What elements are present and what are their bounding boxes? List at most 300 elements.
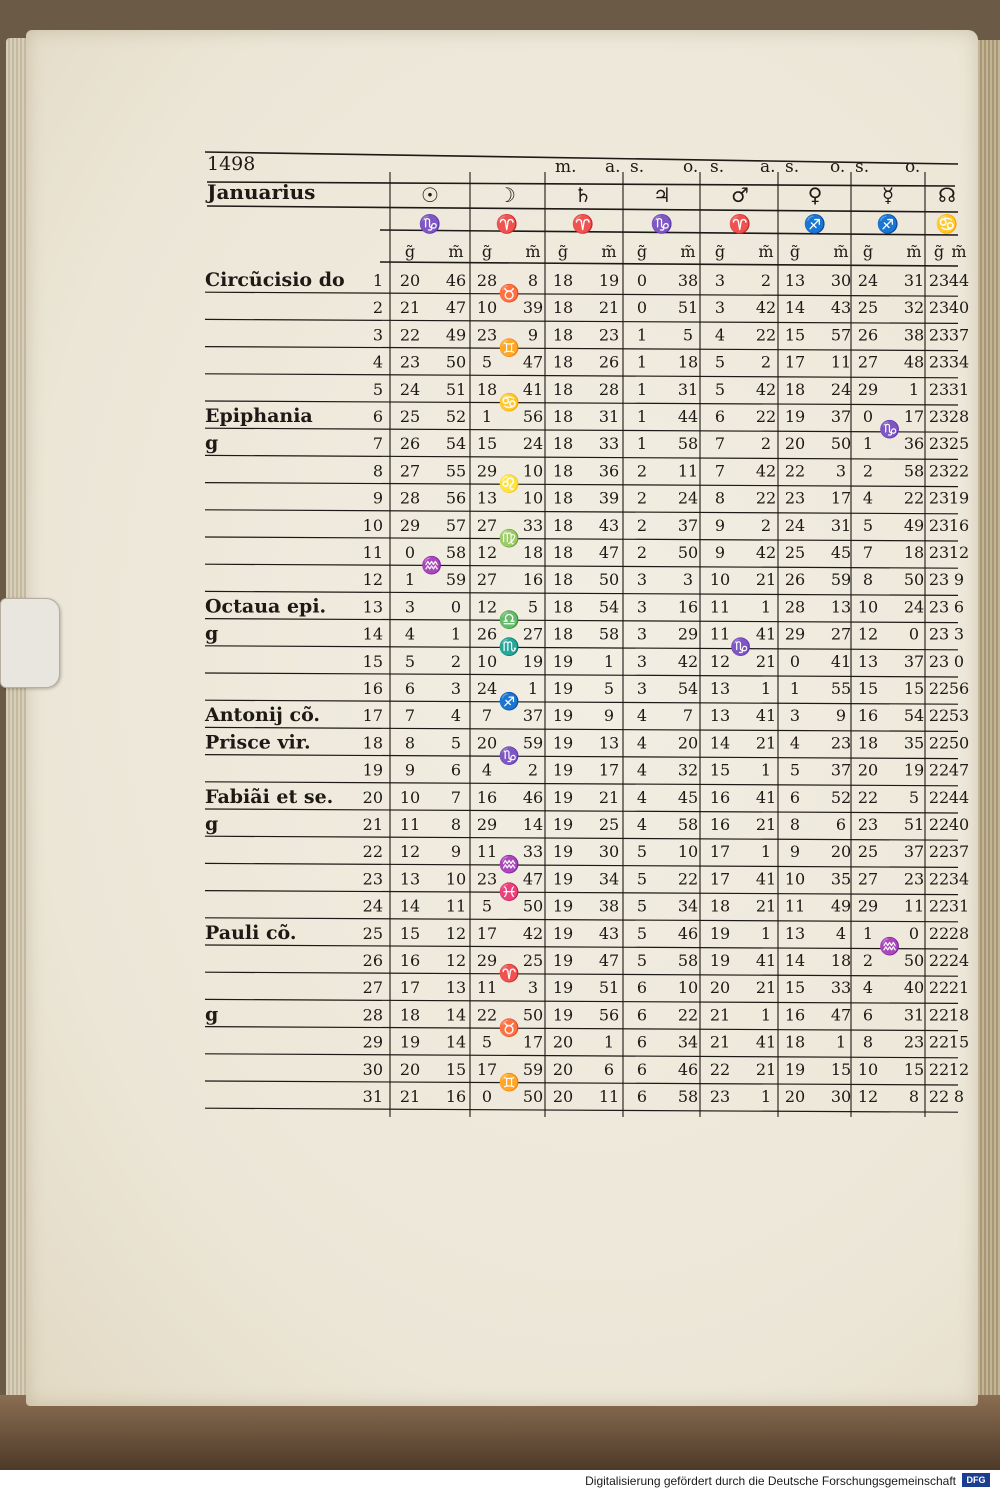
- ephemeris-value: 10: [709, 570, 731, 590]
- ephemeris-value: 21: [709, 1032, 731, 1052]
- ephemeris-value: 18: [857, 733, 879, 753]
- ephemeris-value: 29: [399, 515, 421, 535]
- ephemeris-value: 25: [598, 815, 620, 834]
- ephemeris-value: 31: [830, 515, 852, 535]
- ephemeris-value: 40: [948, 815, 970, 834]
- ephemeris-value: 57: [830, 325, 852, 345]
- ephemeris-value: 22: [928, 787, 950, 807]
- ephemeris-value: 1: [760, 923, 772, 943]
- day-number: 22: [362, 842, 383, 862]
- ephemeris-value: 19: [784, 1059, 806, 1079]
- ephemeris-value: 2: [862, 951, 874, 970]
- aspect-label: o.: [830, 157, 846, 177]
- ephemeris-value: 1: [862, 923, 874, 943]
- ephemeris-value: 39: [522, 298, 544, 318]
- day-number: 31: [362, 1087, 383, 1106]
- ephemeris-value: 0: [450, 597, 462, 617]
- ephemeris-value: 16: [445, 1087, 467, 1106]
- row-rule: [205, 564, 958, 568]
- ephemeris-value: 3: [404, 597, 416, 617]
- row-rule: [205, 619, 958, 623]
- ephemeris-value: 31: [903, 271, 925, 290]
- ephemeris-value: 20: [399, 271, 421, 290]
- sign-change-glyph: ♑: [498, 746, 521, 767]
- ephemeris-value: 6: [636, 1005, 648, 1025]
- ephemeris-value: 21: [755, 651, 777, 671]
- ephemeris-value: 14: [522, 815, 544, 834]
- ephemeris-value: 29: [784, 624, 806, 644]
- ephemeris-value: 11: [709, 624, 731, 644]
- ephemeris-value: 8: [908, 1087, 920, 1106]
- ephemeris-value: 4: [862, 978, 874, 998]
- ephemeris-value: 16: [399, 951, 421, 970]
- ephemeris-value: 56: [948, 679, 970, 698]
- ephemeris-value: 38: [598, 896, 620, 916]
- ephemeris-value: 19: [552, 706, 574, 726]
- ephemeris-value: 22: [857, 787, 879, 807]
- ephemeris-value: 21: [598, 787, 620, 807]
- ephemeris-value: 4: [835, 923, 847, 943]
- ephemeris-value: 42: [755, 379, 777, 399]
- day-number: 17: [362, 706, 383, 726]
- ephemeris-value: 21: [598, 298, 620, 318]
- sign-change-glyph: ♏: [498, 637, 521, 658]
- ephemeris-value: 27: [399, 461, 421, 481]
- ephemeris-value: 39: [598, 488, 620, 508]
- ephemeris-value: 3: [714, 271, 726, 290]
- ephemeris-value: 47: [948, 760, 970, 780]
- ephemeris-value: 22: [928, 1059, 950, 1079]
- ephemeris-value: 22: [755, 325, 777, 345]
- ephemeris-value: 19: [399, 1032, 421, 1052]
- ephemeris-value: 31: [598, 407, 620, 426]
- ephemeris-value: 6: [603, 1059, 615, 1079]
- ephemeris-value: 23: [903, 1032, 925, 1052]
- ephemeris-value: 23: [928, 515, 950, 535]
- ephemeris-value: 15: [784, 325, 806, 345]
- ephemeris-value: 17: [476, 923, 498, 943]
- ephemeris-value: 16: [677, 597, 699, 617]
- day-number: 12: [362, 570, 383, 590]
- row-rule: [205, 428, 958, 432]
- sign-change-glyph: ♑: [730, 637, 752, 658]
- ephemeris-value: 15: [903, 679, 925, 698]
- ephemeris-value: 2: [636, 515, 648, 535]
- ephemeris-value: 50: [903, 951, 925, 970]
- ephemeris-value: 3: [636, 570, 648, 590]
- ephemeris-value: 44: [948, 271, 970, 290]
- ephemeris-value: 20: [830, 842, 852, 862]
- ephemeris-value: 37: [830, 407, 852, 426]
- ephemeris-value: 23: [928, 352, 950, 372]
- ephemeris-value: 3: [636, 679, 648, 698]
- ephemeris-value: 23: [857, 815, 879, 834]
- ephemeris-value: 11: [476, 978, 498, 998]
- ephemeris-value: 33: [830, 978, 852, 998]
- row-rule: [205, 347, 958, 351]
- ephemeris-value: 27: [857, 869, 879, 889]
- ephemeris-value: 5: [714, 352, 726, 372]
- ephemeris-value: 4: [450, 706, 462, 726]
- feast-label: g: [205, 1003, 219, 1026]
- ephemeris-value: 26: [598, 352, 620, 372]
- ephemeris-value: 58: [598, 624, 620, 644]
- ephemeris-value: 59: [830, 570, 852, 590]
- ephemeris-value: 34: [948, 352, 970, 372]
- ephemeris-value: 5: [481, 1032, 493, 1052]
- ephemeris-value: 13: [857, 651, 879, 671]
- feast-label: Prisce vir.: [205, 731, 311, 754]
- sign-symbol-sun: ♑: [418, 214, 442, 235]
- ephemeris-value: 18: [552, 597, 574, 617]
- ephemeris-value: 58: [677, 815, 699, 834]
- ephemeris-value: 51: [677, 298, 699, 318]
- ephemeris-value: 20: [476, 733, 498, 753]
- ephemeris-value: 21: [755, 815, 777, 834]
- ephemeris-value: 14: [784, 951, 806, 970]
- ephemeris-value: 15: [399, 923, 421, 943]
- ephemeris-value: 1: [603, 651, 615, 671]
- ephemeris-value: 37: [830, 760, 852, 780]
- ephemeris-value: 24: [948, 951, 970, 970]
- ephemeris-value: 13: [476, 488, 498, 508]
- ephemeris-value: 49: [830, 896, 852, 916]
- ephemeris-value: 19: [552, 760, 574, 780]
- ephemeris-value: 47: [522, 869, 544, 889]
- ephemeris-value: 23: [928, 651, 950, 671]
- ephemeris-value: 22: [784, 461, 806, 481]
- ephemeris-value: 10: [677, 842, 699, 862]
- ephemeris-value: 19: [903, 760, 925, 780]
- ephemeris-value: 47: [445, 298, 467, 318]
- row-rule: [205, 1027, 958, 1031]
- ephemeris-value: 3: [636, 597, 648, 617]
- ephemeris-value: 7: [682, 706, 694, 726]
- ephemeris-value: 18: [552, 407, 574, 426]
- ephemeris-value: 20: [552, 1059, 574, 1079]
- ephemeris-value: 24: [677, 488, 699, 508]
- ephemeris-value: 17: [399, 978, 421, 998]
- ephemeris-value: 11: [677, 461, 699, 481]
- unit-header: g̃: [404, 242, 416, 261]
- planet-symbol-jupiter: ♃: [653, 183, 671, 207]
- ephemeris-value: 18: [677, 352, 699, 372]
- ephemeris-value: 19: [709, 923, 731, 943]
- ephemeris-value: 2: [760, 352, 772, 372]
- ephemeris-value: 50: [445, 352, 467, 372]
- ephemeris-value: 33: [522, 515, 544, 535]
- ephemeris-value: 29: [476, 461, 498, 481]
- ephemeris-value: 5: [636, 842, 648, 862]
- ephemeris-value: 24: [857, 271, 879, 290]
- ephemeris-value: 5: [714, 379, 726, 399]
- ephemeris-value: 21: [755, 1059, 777, 1079]
- ephemeris-value: 10: [857, 1059, 879, 1079]
- sign-change-glyph: ♉: [498, 1018, 521, 1039]
- ephemeris-value: 19: [552, 815, 574, 834]
- sign-change-glyph: ♑: [879, 420, 901, 440]
- ephemeris-value: 22: [903, 488, 925, 508]
- ephemeris-value: 18: [709, 896, 731, 916]
- day-number: 11: [362, 543, 383, 562]
- book-cover-bottom: [0, 1395, 1000, 1470]
- ephemeris-value: 19: [552, 923, 574, 943]
- ephemeris-value: 17: [903, 407, 925, 426]
- ephemeris-value: 5: [862, 515, 874, 535]
- ephemeris-value: 18: [552, 543, 574, 562]
- ephemeris-value: 44: [677, 407, 699, 426]
- day-number: 19: [362, 760, 383, 780]
- ephemeris-value: 45: [830, 543, 852, 562]
- ephemeris-value: 15: [445, 1059, 467, 1079]
- day-number: 28: [362, 1005, 383, 1025]
- ephemeris-value: 12: [399, 842, 421, 862]
- ephemeris-value: 10: [857, 597, 879, 617]
- ephemeris-value: 2: [760, 434, 772, 454]
- ephemeris-value: 23: [830, 733, 852, 753]
- unit-header: g̃: [789, 242, 801, 261]
- ephemeris-value: 18: [948, 1005, 970, 1025]
- ephemeris-value: 17: [598, 760, 620, 780]
- ephemeris-value: 22: [928, 896, 950, 916]
- aspect-label: o.: [905, 157, 921, 177]
- ephemeris-value: 1: [760, 1005, 772, 1025]
- row-rule: [205, 891, 958, 895]
- header-rule: [380, 262, 958, 266]
- sign-change-glyph: ♓: [498, 882, 521, 903]
- ephemeris-value: 1: [760, 1087, 772, 1106]
- ephemeris-value: 0: [862, 407, 874, 426]
- ephemeris-value: 15: [709, 760, 731, 780]
- row-rule: [205, 727, 958, 731]
- planet-symbol-node: ☊: [938, 183, 956, 207]
- feast-label: Circũcisio do: [205, 269, 345, 291]
- ephemeris-value: 47: [598, 951, 620, 970]
- ephemeris-value: 11: [445, 896, 467, 916]
- ephemeris-value: 1: [636, 434, 648, 454]
- ephemeris-value: 23: [928, 407, 950, 426]
- ephemeris-value: 56: [522, 407, 544, 426]
- ephemeris-value: 25: [948, 434, 970, 454]
- ephemeris-value: 10: [476, 651, 498, 671]
- ephemeris-value: 2: [862, 461, 874, 481]
- ephemeris-value: 29: [677, 624, 699, 644]
- feast-label: Epiphania: [205, 405, 313, 427]
- ephemeris-value: 29: [476, 951, 498, 970]
- day-number: 27: [362, 978, 383, 998]
- ephemeris-value: 12: [476, 597, 498, 617]
- ephemeris-value: 15: [476, 434, 498, 454]
- ephemeris-value: 42: [522, 923, 544, 943]
- sign-symbol-jupiter: ♑: [650, 214, 674, 235]
- ephemeris-value: 19: [552, 651, 574, 671]
- row-rule: [205, 646, 958, 650]
- ephemeris-value: 15: [948, 1032, 970, 1052]
- ephemeris-value: 8: [953, 1087, 965, 1106]
- ephemeris-value: 26: [476, 624, 498, 644]
- aspect-label: s.: [855, 157, 870, 177]
- ephemeris-value: 6: [636, 1032, 648, 1052]
- ephemeris-value: 13: [399, 869, 421, 889]
- ephemeris-value: 1: [760, 679, 772, 698]
- ephemeris-value: 18: [552, 570, 574, 590]
- ephemeris-value: 6: [404, 679, 416, 698]
- ephemeris-value: 4: [789, 733, 801, 753]
- ephemeris-value: 6: [835, 815, 847, 834]
- ephemeris-value: 5: [636, 869, 648, 889]
- planet-symbol-mercury: ☿: [881, 183, 895, 207]
- row-rule: [205, 945, 958, 949]
- unit-header: g̃: [933, 242, 945, 261]
- ephemeris-value: 18: [552, 298, 574, 318]
- ephemeris-value: 5: [636, 951, 648, 970]
- planet-symbol-venus: ♀: [807, 183, 823, 207]
- ephemeris-value: 26: [784, 570, 806, 590]
- ephemeris-value: 10: [445, 869, 467, 889]
- ephemeris-value: 54: [445, 434, 467, 454]
- ephemeris-value: 16: [784, 1005, 806, 1025]
- ephemeris-value: 3: [527, 978, 539, 998]
- ephemeris-value: 41: [830, 651, 852, 671]
- ephemeris-value: 35: [903, 733, 925, 753]
- ephemeris-value: 18: [830, 951, 852, 970]
- ephemeris-value: 37: [948, 325, 970, 345]
- ephemeris-value: 28: [948, 407, 970, 426]
- aspect-label: a.: [760, 157, 776, 177]
- ephemeris-value: 30: [830, 1087, 852, 1106]
- ephemeris-value: 14: [709, 733, 731, 753]
- ephemeris-value: 1: [760, 597, 772, 617]
- ephemeris-value: 12: [445, 951, 467, 970]
- ephemeris-value: 23: [928, 543, 950, 562]
- unit-header: m̃: [951, 242, 967, 261]
- ephemeris-value: 22: [928, 978, 950, 998]
- ephemeris-value: 3: [835, 461, 847, 481]
- ephemeris-value: 23: [784, 488, 806, 508]
- ephemeris-value: 25: [857, 298, 879, 318]
- ephemeris-value: 11: [830, 352, 852, 372]
- row-rule: [205, 1054, 958, 1058]
- planet-symbol-mars: ♂: [731, 183, 749, 207]
- ephemeris-value: 4: [862, 488, 874, 508]
- ephemeris-value: 8: [862, 1032, 874, 1052]
- ephemeris-value: 16: [709, 787, 731, 807]
- ephemeris-value: 4: [636, 787, 648, 807]
- ephemeris-value: 10: [784, 869, 806, 889]
- ephemeris-value: 22: [677, 869, 699, 889]
- unit-header: m̃: [758, 242, 774, 261]
- ephemeris-value: 6: [450, 760, 462, 780]
- feast-label: g: [205, 813, 219, 835]
- ephemeris-value: 46: [445, 271, 467, 290]
- ephemeris-value: 43: [598, 923, 620, 943]
- ephemeris-value: 23: [903, 869, 925, 889]
- ephemeris-value: 5: [481, 896, 493, 916]
- ephemeris-value: 16: [857, 706, 879, 726]
- ephemeris-value: 1: [760, 842, 772, 862]
- ephemeris-value: 1: [636, 325, 648, 345]
- ephemeris-value: 0: [636, 271, 648, 290]
- ephemeris-value: 18: [784, 1032, 806, 1052]
- row-rule: [205, 455, 958, 459]
- ephemeris-value: 27: [830, 624, 852, 644]
- ephemeris-value: 51: [445, 379, 467, 399]
- ephemeris-value: 8: [450, 815, 462, 834]
- ephemeris-value: 38: [677, 271, 699, 290]
- ephemeris-value: 54: [903, 706, 925, 726]
- ephemeris-value: 15: [784, 978, 806, 998]
- ephemeris-value: 28: [598, 379, 620, 399]
- ephemeris-value: 55: [830, 679, 852, 698]
- ephemeris-value: 38: [903, 325, 925, 345]
- ephemeris-value: 4: [481, 760, 493, 780]
- ephemeris-value: 4: [636, 706, 648, 726]
- row-rule: [205, 972, 958, 976]
- credit-text: Digitalisierung gefördert durch die Deutsche Forschungsgemeinschaft: [585, 1474, 956, 1488]
- ephemeris-value: 18: [552, 515, 574, 535]
- ephemeris-value: 18: [476, 379, 498, 399]
- feast-label: g: [205, 622, 219, 645]
- ephemeris-value: 1: [789, 679, 801, 698]
- ephemeris-value: 34: [598, 869, 620, 889]
- feast-label: Antonij cõ.: [205, 704, 321, 727]
- ephemeris-value: 42: [677, 651, 699, 671]
- zodiac-sign-row: [419, 213, 958, 235]
- ephemeris-value: 12: [948, 543, 970, 562]
- ephemeris-value: 21: [755, 978, 777, 998]
- ephemeris-value: 57: [445, 515, 467, 535]
- ephemeris-value: 1: [636, 379, 648, 399]
- ephemeris-value: 17: [476, 1059, 498, 1079]
- ephemeris-value: 22: [928, 760, 950, 780]
- ephemeris-value: 22: [928, 951, 950, 970]
- ephemeris-value: 2: [527, 760, 539, 780]
- ephemeris-value: 9: [714, 543, 726, 562]
- day-number: 26: [362, 951, 383, 970]
- credit-footer: [0, 1470, 1000, 1492]
- ephemeris-value: 17: [830, 488, 852, 508]
- ephemeris-value: 54: [598, 597, 620, 617]
- ephemeris-value: 46: [677, 1059, 699, 1079]
- ephemeris-value: 19: [598, 271, 620, 290]
- ephemeris-value: 13: [784, 923, 806, 943]
- planet-symbol-row: [421, 183, 956, 207]
- ephemeris-value: 35: [830, 869, 852, 889]
- ephemeris-value: 1: [760, 760, 772, 780]
- ephemeris-value: 37: [903, 842, 925, 862]
- ephemeris-value: 18: [522, 543, 544, 562]
- ephemeris-value: 2: [450, 651, 462, 671]
- ephemeris-value: 18: [399, 1005, 421, 1025]
- aspect-label: a.: [605, 157, 621, 177]
- ephemeris-value: 31: [948, 379, 970, 399]
- ephemeris-value: 23: [928, 570, 950, 590]
- ephemeris-value: 50: [522, 896, 544, 916]
- ephemeris-value: 7: [862, 543, 874, 562]
- ephemeris-value: 8: [714, 488, 726, 508]
- day-number: 16: [362, 679, 383, 698]
- page-clip: [0, 598, 60, 688]
- ephemeris-value: 16: [522, 570, 544, 590]
- ephemeris-value: 12: [709, 651, 731, 671]
- ephemeris-value: 5: [603, 679, 615, 698]
- ephemeris-value: 47: [598, 543, 620, 562]
- sign-change-glyph: ♌: [498, 474, 521, 495]
- ephemeris-value: 19: [552, 842, 574, 862]
- row-rule: [205, 483, 958, 487]
- sign-change-glyph: ♒: [498, 855, 521, 876]
- sign-symbol-mercury: ♐: [876, 214, 900, 235]
